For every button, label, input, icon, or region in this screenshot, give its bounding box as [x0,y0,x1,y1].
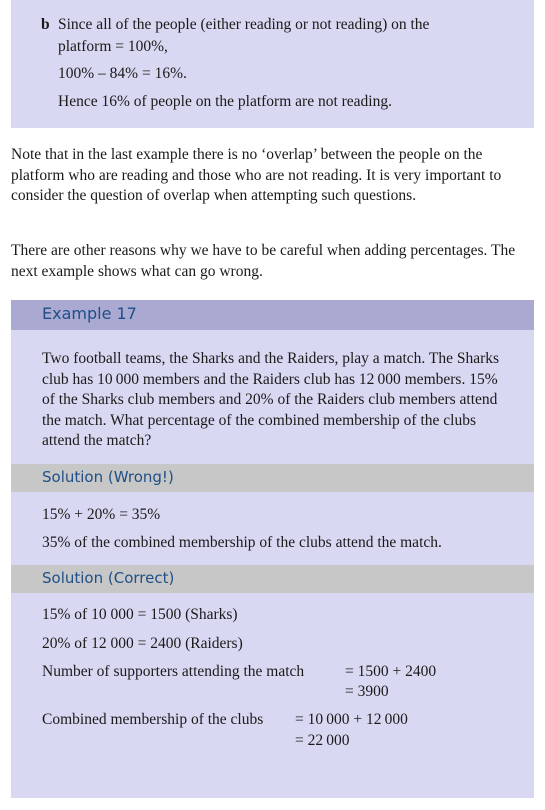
correct-line-6-value: = 22 000 [295,732,350,749]
wrong-line-1: 15% + 20% = 35% [42,506,161,523]
previous-solution-box [11,0,534,128]
wrong-line-2: 35% of the combined membership of the clubs attend the match. [42,534,442,551]
correct-line-5-value: = 10 000 + 12 000 [295,711,408,728]
solution-line-4: Hence 16% of people on the platform are not reading. [58,93,392,110]
correct-line-1: 15% of 10 000 = 1500 (Sharks) [42,606,238,623]
correct-line-3-label: Number of supporters attending the match [42,663,305,680]
example-title: Example 17 [42,304,137,323]
solution-correct-header [11,565,534,593]
paragraph-reasons: There are other reasons why we have to be careful when adding percentages. The next example shows what can go wrong. [11,242,516,280]
correct-line-2: 20% of 12 000 = 2400 (Raiders) [42,635,243,652]
part-label: b [41,16,50,33]
solution-wrong-title: Solution (Wrong!) [42,468,174,486]
correct-line-5-label: Combined membership of the clubs [42,711,264,728]
example-question: Two football teams, the Sharks and the Raiders, play a match. The Sharks club has 10 000 members and the Raiders club has 12 000 members. 15% of the Sharks club members and 20% of the Raiders club members attend the match. What percentage of the combined membership of the clubs attend the match? [42,350,500,449]
solution-line-2: platform = 100%, [58,38,168,55]
solution-line-1: Since all of the people (either reading or not reading) on the [58,16,430,33]
correct-line-3-value: = 1500 + 2400 [345,663,437,680]
solution-line-3: 100% – 84% = 16%. [58,65,187,82]
solution-correct-title: Solution (Correct) [42,569,175,587]
paragraph-overlap: Note that in the last example there is no ‘overlap’ between the people on the platform who are reading and those who are not reading. It is very important to consider the question of overlap when attempting such questions. [11,146,502,204]
example-header [11,300,534,330]
solution-wrong-header [11,464,534,492]
example-17-box [11,300,534,798]
correct-line-4-value: = 3900 [345,683,389,700]
